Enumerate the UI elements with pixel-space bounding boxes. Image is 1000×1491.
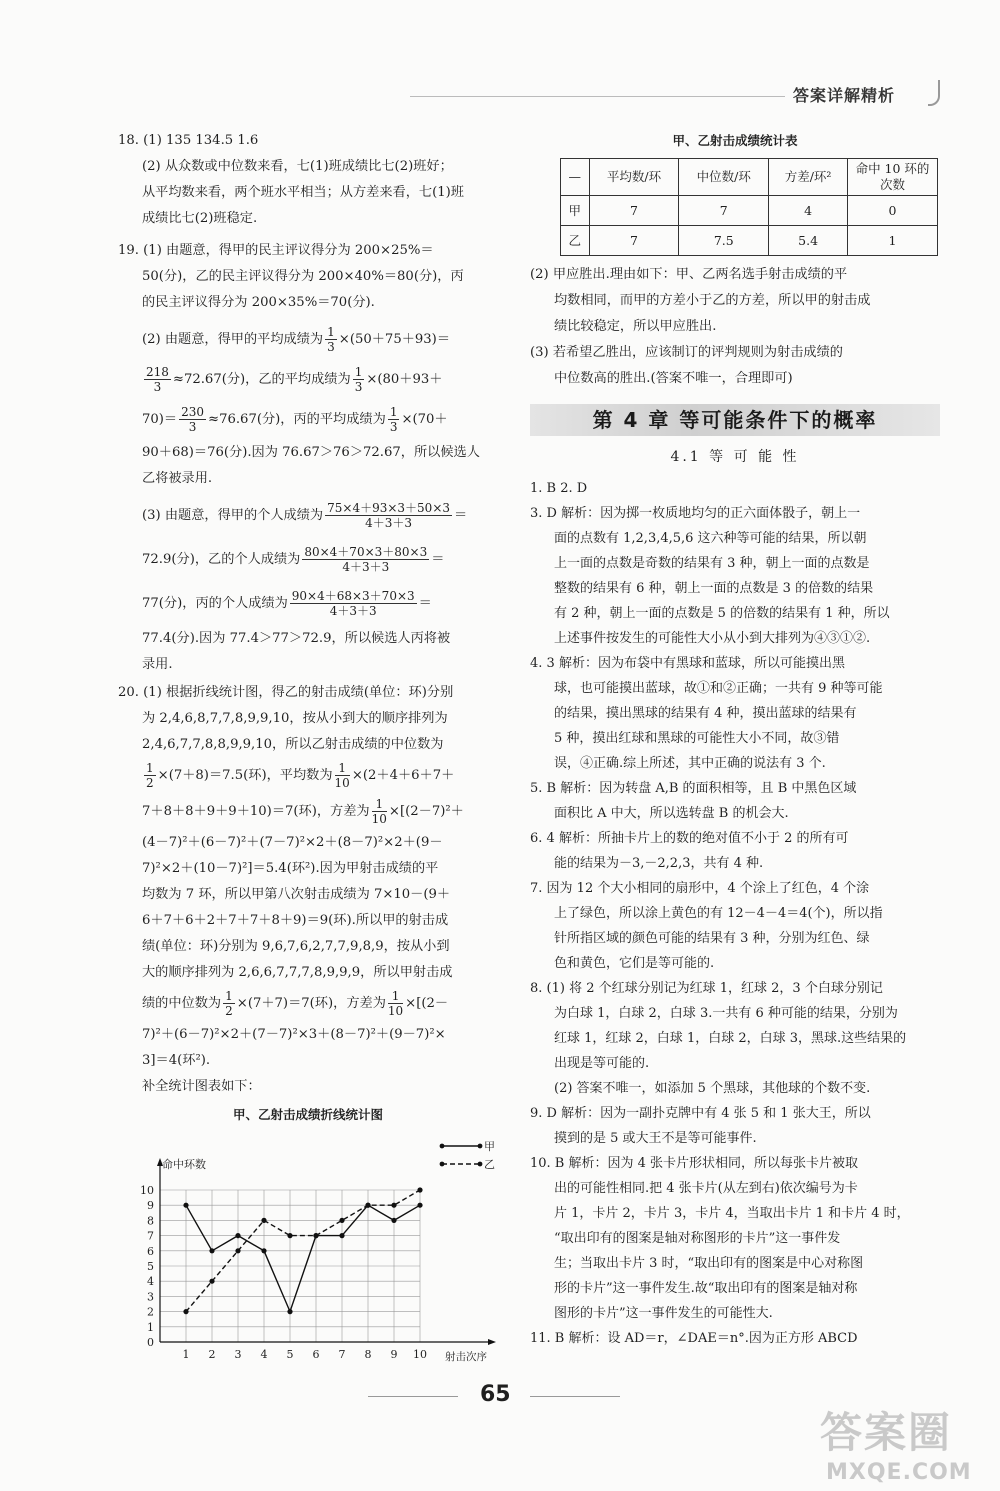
x-axis-arrow	[488, 1339, 496, 1345]
fraction: $\frac{218}{3}$	[146, 365, 169, 394]
y-tick-label: 0	[147, 1336, 154, 1349]
data-point	[417, 1203, 422, 1208]
legend-marker	[478, 1162, 483, 1167]
x-tick-label: 7	[338, 1348, 346, 1361]
table-cell: 乙	[561, 226, 590, 256]
series-line-jia	[186, 1205, 420, 1311]
answer-20-conclusion: (2) 甲应胜出.理由如下：甲、乙两名选手射击成绩的平 均数相同，而甲的方差小于乙的方差，所以甲的射击成 绩比较稳定，所以甲应胜出. (3) 若希望乙胜出，应该制订的评判规则为射击成绩的 中位数高的胜出.(答案不唯一，合理即可)	[530, 267, 871, 386]
table-header-cell: 方差/环²	[769, 159, 848, 196]
data-point	[261, 1218, 266, 1223]
table-row	[561, 196, 938, 226]
x-tick-label: 1	[182, 1348, 190, 1361]
table-cell: 7.5	[679, 226, 769, 256]
data-point	[209, 1279, 214, 1284]
header-rule	[410, 96, 785, 97]
table-cell: 7	[679, 196, 769, 226]
answer-line: 50(分)，乙的民主评议得分为 200×40%＝80(分)，丙	[142, 269, 464, 284]
table-cell: 7	[589, 196, 679, 226]
answer-18	[118, 128, 498, 232]
line-chart	[118, 1132, 498, 1382]
data-point	[261, 1248, 266, 1253]
header-corner-decoration	[928, 80, 940, 106]
answer-line: 19. (1) 由题意，得甲的民主评议得分为 200×25%＝	[118, 243, 434, 258]
x-tick-label: 8	[364, 1348, 372, 1361]
table-cell: 4	[769, 196, 848, 226]
fraction: $\frac{75\times 4+93\times 3+50\times 3}{4+3+3}$	[327, 501, 451, 530]
watermark-logo	[820, 1400, 972, 1485]
x-tick-label: 2	[208, 1348, 216, 1361]
x-tick-label: 3	[234, 1348, 242, 1361]
watermark-text: 答案圈	[820, 1408, 953, 1457]
fraction: $\frac{90\times 4+68\times 3+70\times 3}{4+3+3}$	[291, 589, 415, 618]
page-number-rule-left	[368, 1396, 458, 1397]
fraction: $\frac{1}{2}$	[146, 761, 154, 790]
answers-4-1: 1. B 2. D 3. D 解析：因为掷一枚质地均匀的正六面体骰子，朝上一 面的点数有 1,2,3,4,5,6 这六种等可能的结果，所以朝 上一面的点数是奇数的结果有 3 种，朝上一面的点数是 整数的结果有 6 种，朝上一面的点数是 3 的倍数的结果 有 2 种，朝上一面的点数是 5 的倍数的结果有 1 种，所以 上述事件按发生的可能性大小从小到大排列为④③①②. 4. 3 解析：因为布袋中有黑球和蓝球，所以可能摸出黑 球，也可能摸出蓝球，故①和②正确；一共有 9 种等可能 的结果，摸出黑球的结果有 4 种，摸出蓝球的结果有 5 种，摸出红球和黑球的可能性大小不同，故③错 误，④正确.综上所述，其中正确的说法有 3 个. 5. B 解析：因为转盘 A,B 的面积相等，且 B 中黑色区域 面积比 A 中大，所以选转盘 B 的机会大. 6. 4 解析：所抽卡片上的数的绝对值不小于 2 的所有可 能的结果为－3,－2,2,3，共有 4 种. 7. 因为 12 个大小相同的扇形中，4 个涂上了红色，4 个涂 上了绿色，所以涂上黄色的有 12－4－4＝4(个)，所以指 针所指区域的颜色可能的结果有 3 种，分别为红色、绿 色和黄色，它们是等可能的. 8. (1) 将 2 个红球分别记为红球 1，红球 2，3 个白球分别记 为白球 1，白球 2，白球 3.一共有 6 种可能的结果，分别为 红球 1，红球 2，白球 1，白球 2，白球 3，黑球.这些结果的 出现是等可能的. (2) 答案不唯一，如添加 5 个黑球，其他球的个数不变. 9. D 解析：因为一副扑克牌中有 4 张 5 和 1 张大王，所以 摸到的是 5 或大王不是等可能事件. 10. B 解析：因为 4 张卡片形状相同，所以每张卡片被取 出的可能性相同.把 4 张卡片(从左到右)依次编号为卡 片 1，卡片 2，卡片 3，卡片 4，当取出卡片 1 和卡片 4 时， “取出印有的图案是轴对称图形的卡片”这一事件发 生；当取出卡片 3 时，“取出印有的图案是中心对称图 形的卡片”这一事件发生.故“取出印有的图案是轴对称 图形的卡片”这一事件发生的可能性大. 11. B 解析：设 AD＝r，∠DAE＝n°.因为正方形 ABCD	[530, 481, 910, 1346]
data-point	[287, 1309, 292, 1314]
data-point	[339, 1233, 344, 1238]
answer-line: 成绩比七(2)班稳定.	[142, 211, 258, 226]
page-number: 65	[480, 1382, 511, 1407]
data-point	[391, 1203, 396, 1208]
data-point	[183, 1309, 188, 1314]
x-tick-label: 6	[312, 1348, 320, 1361]
y-tick-label: 3	[147, 1290, 154, 1304]
answer-19-part2: (2) 由题意，得甲的平均成绩为 $\frac{1}{3}$ ×(50＋75＋93)＝ $\frac{218}{3}$ ≈72.67(分)，乙的平均成绩为 $\frac{1}{3}$ ×(80＋93＋ 70)＝ $\frac{230}{3}$ ≈76.67(分)，丙的平均成绩为 $\frac{1}{3}$ ×(70＋ 90＋68)＝76(分).因为 76.67＞76＞72.67，所以候选人 乙将被录用.	[118, 320, 498, 492]
table-header-row	[561, 159, 938, 196]
table-header-cell: —	[561, 159, 590, 196]
watermark-url: MXQE.COM	[826, 1460, 972, 1485]
legend-marker	[440, 1144, 445, 1149]
answer-line: 18. (1) 135 134.5 1.6	[118, 133, 259, 148]
fraction: $\frac{80\times 4+70\times 3+80\times 3}{4+3+3}$	[304, 545, 428, 574]
table-cell: 甲	[561, 196, 590, 226]
answer-19-part3: (3) 由题意，得甲的个人成绩为 $\frac{75\times 4+93\times 3+50\times 3}{4+3+3}$ ＝ 72.9(分)，乙的个人成绩为 $\frac{80\times 4+70\times 3+80\times 3}{4+3+3}$ ＝ 77(分)，丙的个人成绩为 $\frac{90\times 4+68\times 3+70\times 3}{4+3+3}$ ＝ 77.4(分).因为 77.4＞77＞72.9，所以候选人丙将被 录用.	[118, 494, 498, 678]
y-tick-label: 4	[147, 1275, 154, 1289]
table-cell: 1	[848, 226, 938, 256]
fraction: $\frac{1}{10}$	[371, 797, 387, 826]
fraction: $\frac{1}{3}$	[354, 365, 363, 394]
answer-line: 从平均数来看，两个班水平相当；从方差来看，七(1)班	[142, 185, 464, 200]
data-point	[313, 1233, 318, 1238]
line-chart-svg	[118, 1132, 498, 1377]
fraction: $\frac{230}{3}$	[181, 405, 205, 434]
data-point	[287, 1233, 292, 1238]
y-tick-label: 10	[140, 1184, 154, 1197]
answer-line: 乙将被录用.	[142, 471, 213, 486]
table-cell: 5.4	[769, 226, 848, 256]
table-header-cell: 命中 10 环的次数	[848, 159, 938, 196]
chapter-heading: 第 4 章 等可能条件下的概率	[530, 404, 940, 436]
y-tick-label: 9	[147, 1199, 154, 1213]
legend-label: 乙	[484, 1158, 495, 1171]
answer-line: 录用.	[142, 657, 173, 672]
left-column	[118, 128, 498, 1382]
y-tick-label: 8	[147, 1214, 154, 1228]
y-tick-label: 5	[147, 1260, 154, 1273]
table-title: 甲、乙射击成绩统计表	[672, 133, 798, 148]
fraction: $\frac{1}{3}$	[389, 405, 398, 434]
y-tick-label: 7	[147, 1229, 154, 1243]
fraction: $\frac{1}{10}$	[387, 989, 404, 1018]
table-row	[561, 226, 938, 256]
y-tick-label: 6	[147, 1244, 154, 1258]
data-point	[417, 1187, 422, 1192]
answer-line: (2) 从众数或中位数来看，七(1)班成绩比七(2)班好；	[142, 159, 453, 174]
table-cell: 7	[589, 226, 679, 256]
x-tick-label: 9	[390, 1348, 398, 1361]
table-header-cell: 平均数/环	[589, 159, 679, 196]
score-table	[560, 158, 938, 256]
legend-marker	[440, 1162, 445, 1167]
x-axis-label: 射击次序	[445, 1351, 487, 1363]
data-point	[391, 1218, 396, 1223]
answer-line: 的民主评议得分为 200×35%＝70(分).	[142, 295, 375, 310]
answer-line: 90＋68)＝76(分).因为 76.67＞76＞72.67，所以候选人	[142, 445, 480, 460]
data-point	[365, 1203, 370, 1208]
x-tick-label: 5	[286, 1348, 294, 1361]
fraction: $\frac{1}{10}$	[334, 761, 350, 790]
page-number-rule-right	[530, 1396, 620, 1397]
data-point	[235, 1233, 240, 1238]
y-tick-label: 1	[147, 1320, 154, 1334]
x-tick-label: 10	[413, 1348, 427, 1361]
data-point	[183, 1203, 188, 1208]
fraction: $\frac{1}{3}$	[327, 325, 335, 354]
data-point	[339, 1218, 344, 1223]
answer-20: 20. (1) 根据折线统计图，得乙的射击成绩(单位：环)分别 为 2,4,6,8,7,7,8,9,9,10，按从小到大的顺序排列为 2,4,6,7,7,8,8,9,9,10，所以乙射击成绩的中位数为 $\frac{1}{2}$ ×(7＋8)＝7.5(环)，平均数为 $\frac{1}{10}$ ×(2＋4＋6＋7＋ 7＋8＋8＋9＋9＋10)＝7(环)，方差为 $\frac{1}{10}$ ×[(2－7)²＋ (4－7)²＋(6－7)²＋(7－7)²×2＋(8－7)²×2＋(9－ 7)²×2＋(10－7)²]＝5.4(环²).因为甲射击成绩的平 均数为 7 环，所以甲第八次射击成绩为 7×10－(9＋ 6＋7＋6＋2＋7＋7＋8＋9)＝9(环).所以甲的射击成 绩(单位：环)分别为 9,6,7,6,2,7,7,9,8,9，按从小到 大的顺序排列为 2,6,6,7,7,7,8,9,9,9，所以甲射击成 绩的中位数为 $\frac{1}{2}$ ×(7＋7)＝7(环)，方差为 $\frac{1}{10}$ ×[(2－ 7)²＋(6－7)²×2＋(7－7)²×3＋(8－7)²＋(9－7)²× 3]＝4(环²). 补全统计图表如下：	[118, 685, 464, 1094]
y-axis-label: 命中环数	[162, 1158, 206, 1171]
answer-19-part1	[118, 238, 498, 316]
table-cell: 0	[848, 196, 938, 226]
legend-label: 甲	[484, 1140, 495, 1153]
data-point	[209, 1248, 214, 1253]
data-point	[235, 1248, 240, 1253]
answer-line: 77.4(分).因为 77.4＞77＞72.9，所以候选人丙将被	[142, 631, 451, 646]
section-heading: 4.1 等 可 能 性	[670, 449, 800, 465]
legend-marker	[478, 1144, 483, 1149]
chart-title: 甲、乙射击成绩折线统计图	[232, 1107, 383, 1122]
fraction: $\frac{1}{2}$	[225, 989, 233, 1018]
right-column	[530, 128, 940, 1351]
x-tick-label: 4	[260, 1348, 268, 1361]
table-header-cell: 中位数/环	[679, 159, 769, 196]
header-title: 答案详解精析	[793, 86, 896, 105]
y-tick-label: 2	[147, 1305, 154, 1319]
